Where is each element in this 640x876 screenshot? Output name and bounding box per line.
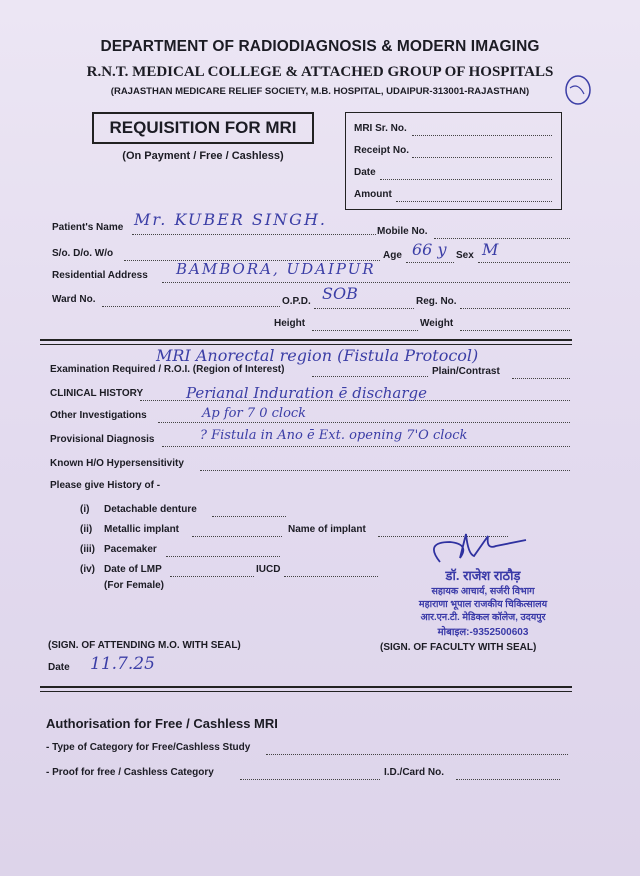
clinical-history-label: CLINICAL HISTORY xyxy=(50,388,144,399)
history-num-3: (iii) xyxy=(80,544,95,555)
weight-label: Weight xyxy=(420,318,454,329)
office-date-label: Date xyxy=(354,167,376,178)
stamp-line-2: महाराणा भूपाल राजकीय चिकित्सालय xyxy=(418,599,548,610)
pacemaker-label: Pacemaker xyxy=(104,544,157,555)
patient-name-value: Mr. KUBER SINGH. xyxy=(134,210,327,229)
for-female-label: (For Female) xyxy=(104,580,165,591)
history-num-2: (ii) xyxy=(80,524,93,535)
patient-name-field[interactable] xyxy=(132,234,376,235)
date-value: 11.7.25 xyxy=(90,654,155,674)
other-investigations-field[interactable] xyxy=(158,422,570,423)
address-value: BAMBORA, UDAIPUR xyxy=(176,260,376,278)
provisional-diagnosis-field[interactable] xyxy=(162,446,570,447)
ward-label: Ward No. xyxy=(52,294,96,305)
exam-value: MRI Anorectal region (Fistula Protocol) xyxy=(156,346,479,365)
implant-name-label: Name of implant xyxy=(288,524,366,535)
metallic-implant-label: Metallic implant xyxy=(104,524,180,535)
provisional-diagnosis-value: ? Fistula in Ano ē Ext. opening 7'O clock xyxy=(200,428,468,443)
reg-no-field[interactable] xyxy=(460,308,570,309)
pacemaker-field[interactable] xyxy=(166,556,280,557)
receipt-no-label: Receipt No. xyxy=(354,145,410,156)
opd-label: O.P.D. xyxy=(282,296,311,307)
mobile-label: Mobile No. xyxy=(377,226,428,237)
plain-contrast-field[interactable] xyxy=(512,378,570,379)
sex-label: Sex xyxy=(456,250,474,261)
sex-field[interactable] xyxy=(478,262,570,263)
category-proof-label: - Proof for free / Cashless Category xyxy=(46,767,214,778)
other-investigations-label: Other Investigations xyxy=(50,410,147,421)
id-card-field[interactable] xyxy=(456,779,560,780)
mri-sr-no-label: MRI Sr. No. xyxy=(354,123,407,134)
iucd-field[interactable] xyxy=(284,576,378,577)
denture-label: Detachable denture xyxy=(104,504,197,515)
other-investigations-value: Ap for 7 0 clock xyxy=(202,406,307,421)
section-divider-top-thin xyxy=(40,344,572,345)
reg-no-label: Reg. No. xyxy=(416,296,457,307)
height-label: Height xyxy=(274,318,306,329)
office-use-box xyxy=(345,112,562,210)
stamp-line-1: सहायक आचार्य, सर्जरी विभाग xyxy=(431,586,535,597)
id-card-label: I.D./Card No. xyxy=(384,767,445,778)
form-title-box xyxy=(92,112,314,144)
relation-label: S/o. D/o. W/o xyxy=(52,248,114,259)
address-label: Residential Address xyxy=(52,270,148,281)
stamp-line-4: मोबाइल:-9352500603 xyxy=(437,627,529,638)
section-divider-bottom-thin xyxy=(40,691,572,692)
lmp-field[interactable] xyxy=(170,576,254,577)
hypersensitivity-field[interactable] xyxy=(200,470,570,471)
opd-value: SOB xyxy=(322,284,358,303)
category-type-label: - Type of Category for Free/Cashless Study xyxy=(46,742,251,753)
history-heading: Please give History of - xyxy=(50,480,161,491)
exam-field[interactable] xyxy=(312,376,428,377)
college-heading: R.N.T. MEDICAL COLLEGE & ATTACHED GROUP OF HOSPITALS xyxy=(86,64,554,80)
exam-label: Examination Required / R.O.I. (Region of Interest) xyxy=(50,364,285,375)
address-field[interactable] xyxy=(162,282,570,283)
stamp-line-3: आर.एन.टी. मेडिकल कॉलेज, उदयपुर xyxy=(420,612,546,623)
height-field[interactable] xyxy=(312,330,418,331)
hypersensitivity-label: Known H/O Hypersensitivity xyxy=(50,458,184,469)
weight-field[interactable] xyxy=(460,330,570,331)
stamp-name: डॉ. राजेश राठौड़ xyxy=(445,568,521,583)
form-title: REQUISITION FOR MRI xyxy=(109,118,297,137)
provisional-diagnosis-label: Provisional Diagnosis xyxy=(50,434,155,445)
office-date-field[interactable] xyxy=(380,179,552,180)
faculty-signature-label: (SIGN. OF FACULTY WITH SEAL) xyxy=(380,642,537,653)
history-num-1: (i) xyxy=(80,504,90,515)
department-heading: DEPARTMENT OF RADIODIAGNOSIS & MODERN IMAGING xyxy=(100,38,540,55)
age-label: Age xyxy=(383,250,402,261)
address-line: (RAJASTHAN MEDICARE RELIEF SOCIETY, M.B. HOSPITAL, UDAIPUR-313001-RAJASTHAN) xyxy=(110,86,530,97)
clinical-history-value: Perianal Induration ē discharge xyxy=(186,384,428,402)
ward-field[interactable] xyxy=(102,306,280,307)
age-value: 66 y xyxy=(412,240,447,259)
mobile-field[interactable] xyxy=(434,238,570,239)
denture-field[interactable] xyxy=(212,516,286,517)
age-field[interactable] xyxy=(406,262,454,263)
opd-field[interactable] xyxy=(314,308,414,309)
iucd-label: IUCD xyxy=(256,564,281,575)
section-divider-bottom xyxy=(40,686,572,688)
category-type-field[interactable] xyxy=(266,754,568,755)
section-divider-top xyxy=(40,339,572,341)
receipt-no-field[interactable] xyxy=(412,157,552,158)
payment-type: (On Payment / Free / Cashless) xyxy=(122,150,284,162)
mri-sr-no-field[interactable] xyxy=(412,135,552,136)
amount-label: Amount xyxy=(354,189,392,200)
sex-value: M xyxy=(482,240,499,259)
authorisation-heading: Authorisation for Free / Cashless MRI xyxy=(46,716,278,731)
patient-name-label: Patient's Name xyxy=(52,222,124,233)
history-num-4: (iv) xyxy=(80,564,95,575)
amount-field[interactable] xyxy=(396,201,552,202)
category-proof-field[interactable] xyxy=(240,779,380,780)
date-label: Date xyxy=(48,662,70,673)
plain-contrast-label: Plain/Contrast xyxy=(432,366,500,377)
attending-signature-label: (SIGN. OF ATTENDING M.O. WITH SEAL) xyxy=(48,640,241,651)
lmp-label: Date of LMP xyxy=(104,564,162,575)
metallic-implant-field[interactable] xyxy=(192,536,282,537)
corner-scribble-icon xyxy=(560,70,600,110)
